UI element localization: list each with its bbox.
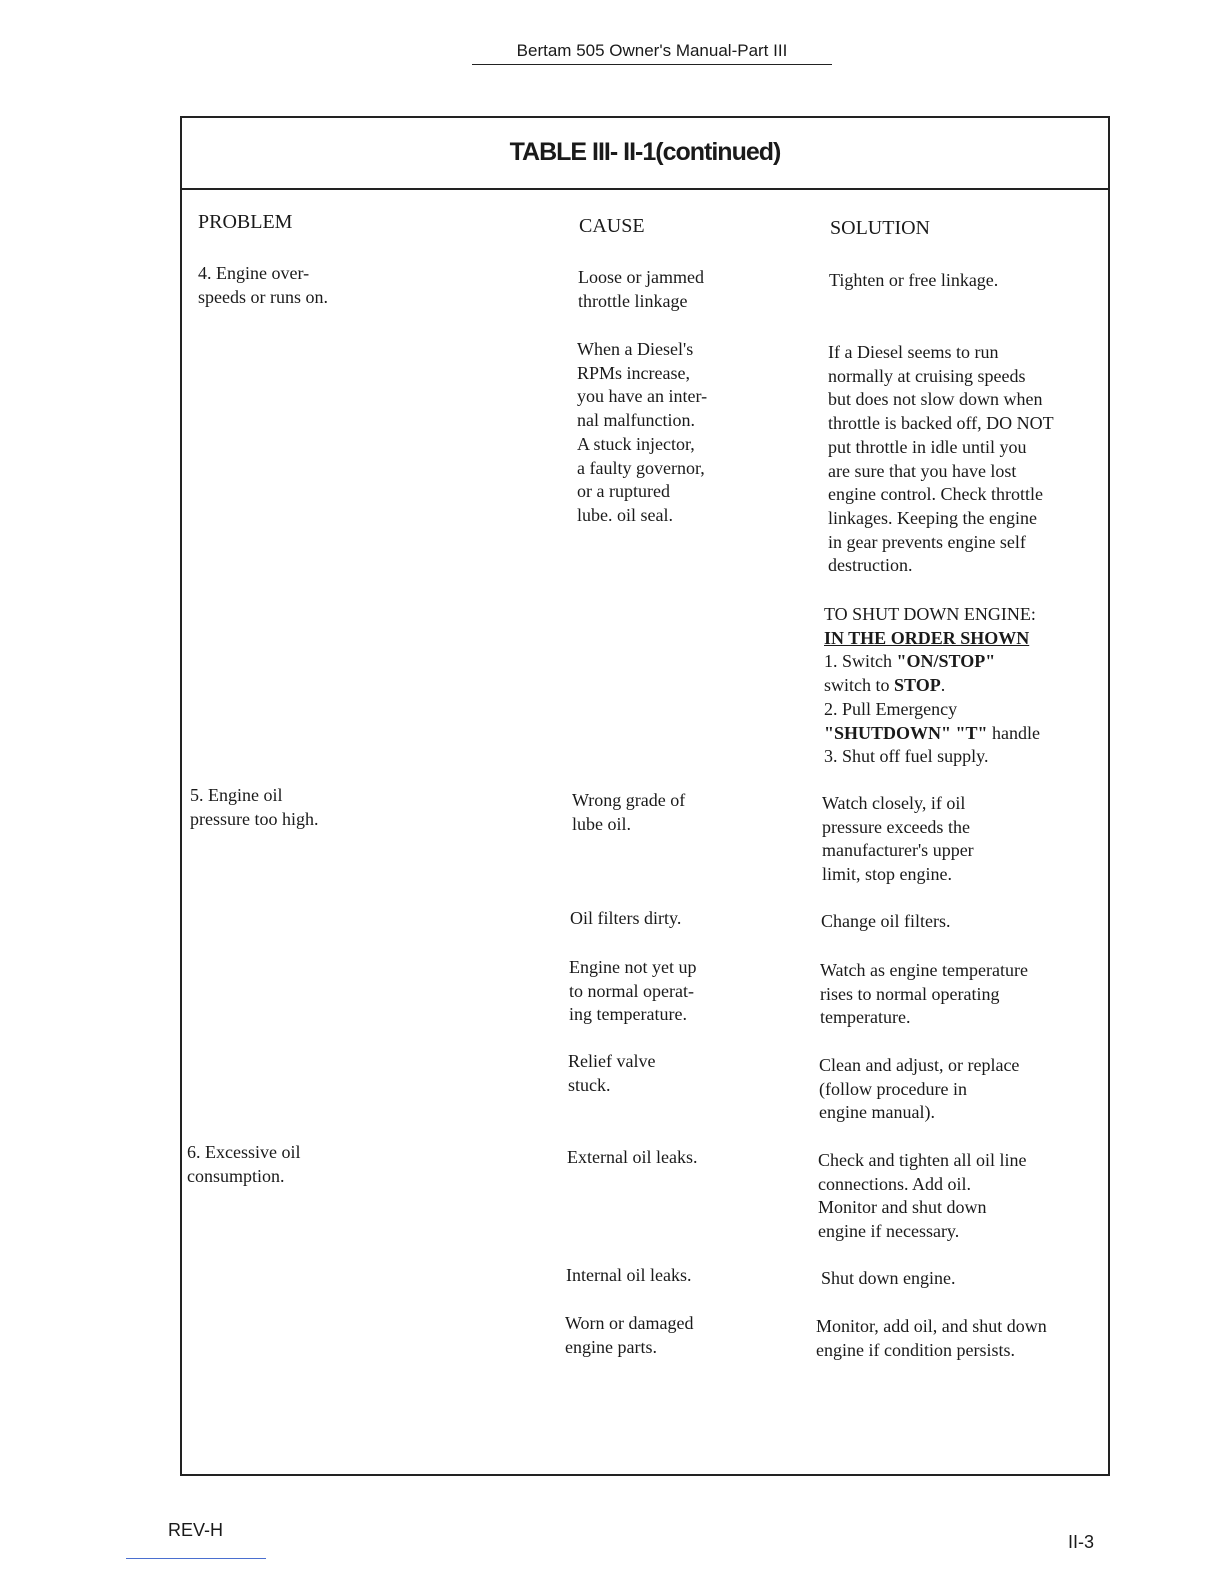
footer-page-number: II-3 — [1068, 1532, 1095, 1552]
table-title: TABLE III- II-1(continued) — [509, 137, 781, 166]
problem-5-cause-1: Wrong grade of lube oil. — [572, 790, 686, 834]
shutdown-step-1: 1. Switch "ON/STOP" — [824, 651, 996, 672]
shutdown-step-2-cont: "SHUTDOWN" "T" handle — [824, 722, 1040, 743]
shutdown-step-2: 2. Pull Emergency — [824, 698, 958, 719]
problem-5-text: 5. Engine oil pressure too high. — [190, 785, 319, 829]
problem-5-solution-3: Watch as engine temperature rises to normal operating temperature. — [820, 960, 1028, 1028]
problem-4-solution-1: Tighten or free linkage. — [829, 270, 999, 290]
table-title-bar — [180, 116, 1110, 190]
shutdown-step-1-cont: switch to STOP. — [824, 675, 946, 696]
problem-4-cause-2: When a Diesel's RPMs increase, you have an inter- nal malfunction. A stuck injector, a faulty governor, or a ruptured lube. oil seal. — [577, 339, 708, 525]
problem-6-text: 6. Excessive oil consumption. — [187, 1142, 301, 1186]
footer-rule — [126, 1558, 266, 1559]
shutdown-step-3: 3. Shut off fuel supply. — [824, 746, 989, 767]
problem-6-solution-3: Monitor, add oil, and shut down engine if condition persists. — [816, 1316, 1047, 1360]
shutdown-order-note: IN THE ORDER SHOWN — [824, 627, 1030, 648]
problem-6-cause-2: Internal oil leaks. — [566, 1265, 692, 1285]
problem-5-solution-4: Clean and adjust, or replace (follow procedure in engine manual). — [819, 1055, 1020, 1123]
column-header-cause: CAUSE — [579, 215, 645, 237]
problem-6-solution-1: Check and tighten all oil line connections. Add oil. Monitor and shut down engine if necessary. — [818, 1150, 1027, 1242]
page-header-title: Bertam 505 Owner's Manual-Part III — [472, 40, 832, 65]
problem-4-cause-1: Loose or jammed throttle linkage — [578, 267, 704, 311]
column-header-solution: SOLUTION — [830, 217, 930, 239]
column-header-problem: PROBLEM — [198, 211, 293, 233]
footer-revision: REV-H — [168, 1520, 224, 1540]
problem-5-cause-3: Engine not yet up to normal operat- ing temperature. — [569, 957, 697, 1025]
problem-6-solution-2: Shut down engine. — [821, 1268, 956, 1288]
problem-4-text: 4. Engine over- speeds or runs on. — [198, 263, 328, 307]
shutdown-procedure — [824, 603, 1040, 769]
problem-5-solution-1: Watch closely, if oil pressure exceeds the manufacturer's upper limit, stop engine. — [822, 793, 974, 885]
problem-4-solution-2: If a Diesel seems to run normally at cruising speeds but does not slow down when throttle is backed off, DO NOT put throttle in idle until you are sure that you have lost engine control. Check throttle linkages. Keeping the engine in gear prevents engine self destruction. — [828, 342, 1054, 576]
problem-6-cause-3: Worn or damaged engine parts. — [565, 1313, 694, 1357]
problem-5-cause-2: Oil filters dirty. — [570, 908, 682, 928]
problem-6-cause-1: External oil leaks. — [567, 1147, 698, 1167]
problem-5-solution-2: Change oil filters. — [821, 911, 951, 931]
shutdown-heading: TO SHUT DOWN ENGINE: — [824, 604, 1036, 624]
problem-5-cause-4: Relief valve stuck. — [568, 1051, 656, 1095]
